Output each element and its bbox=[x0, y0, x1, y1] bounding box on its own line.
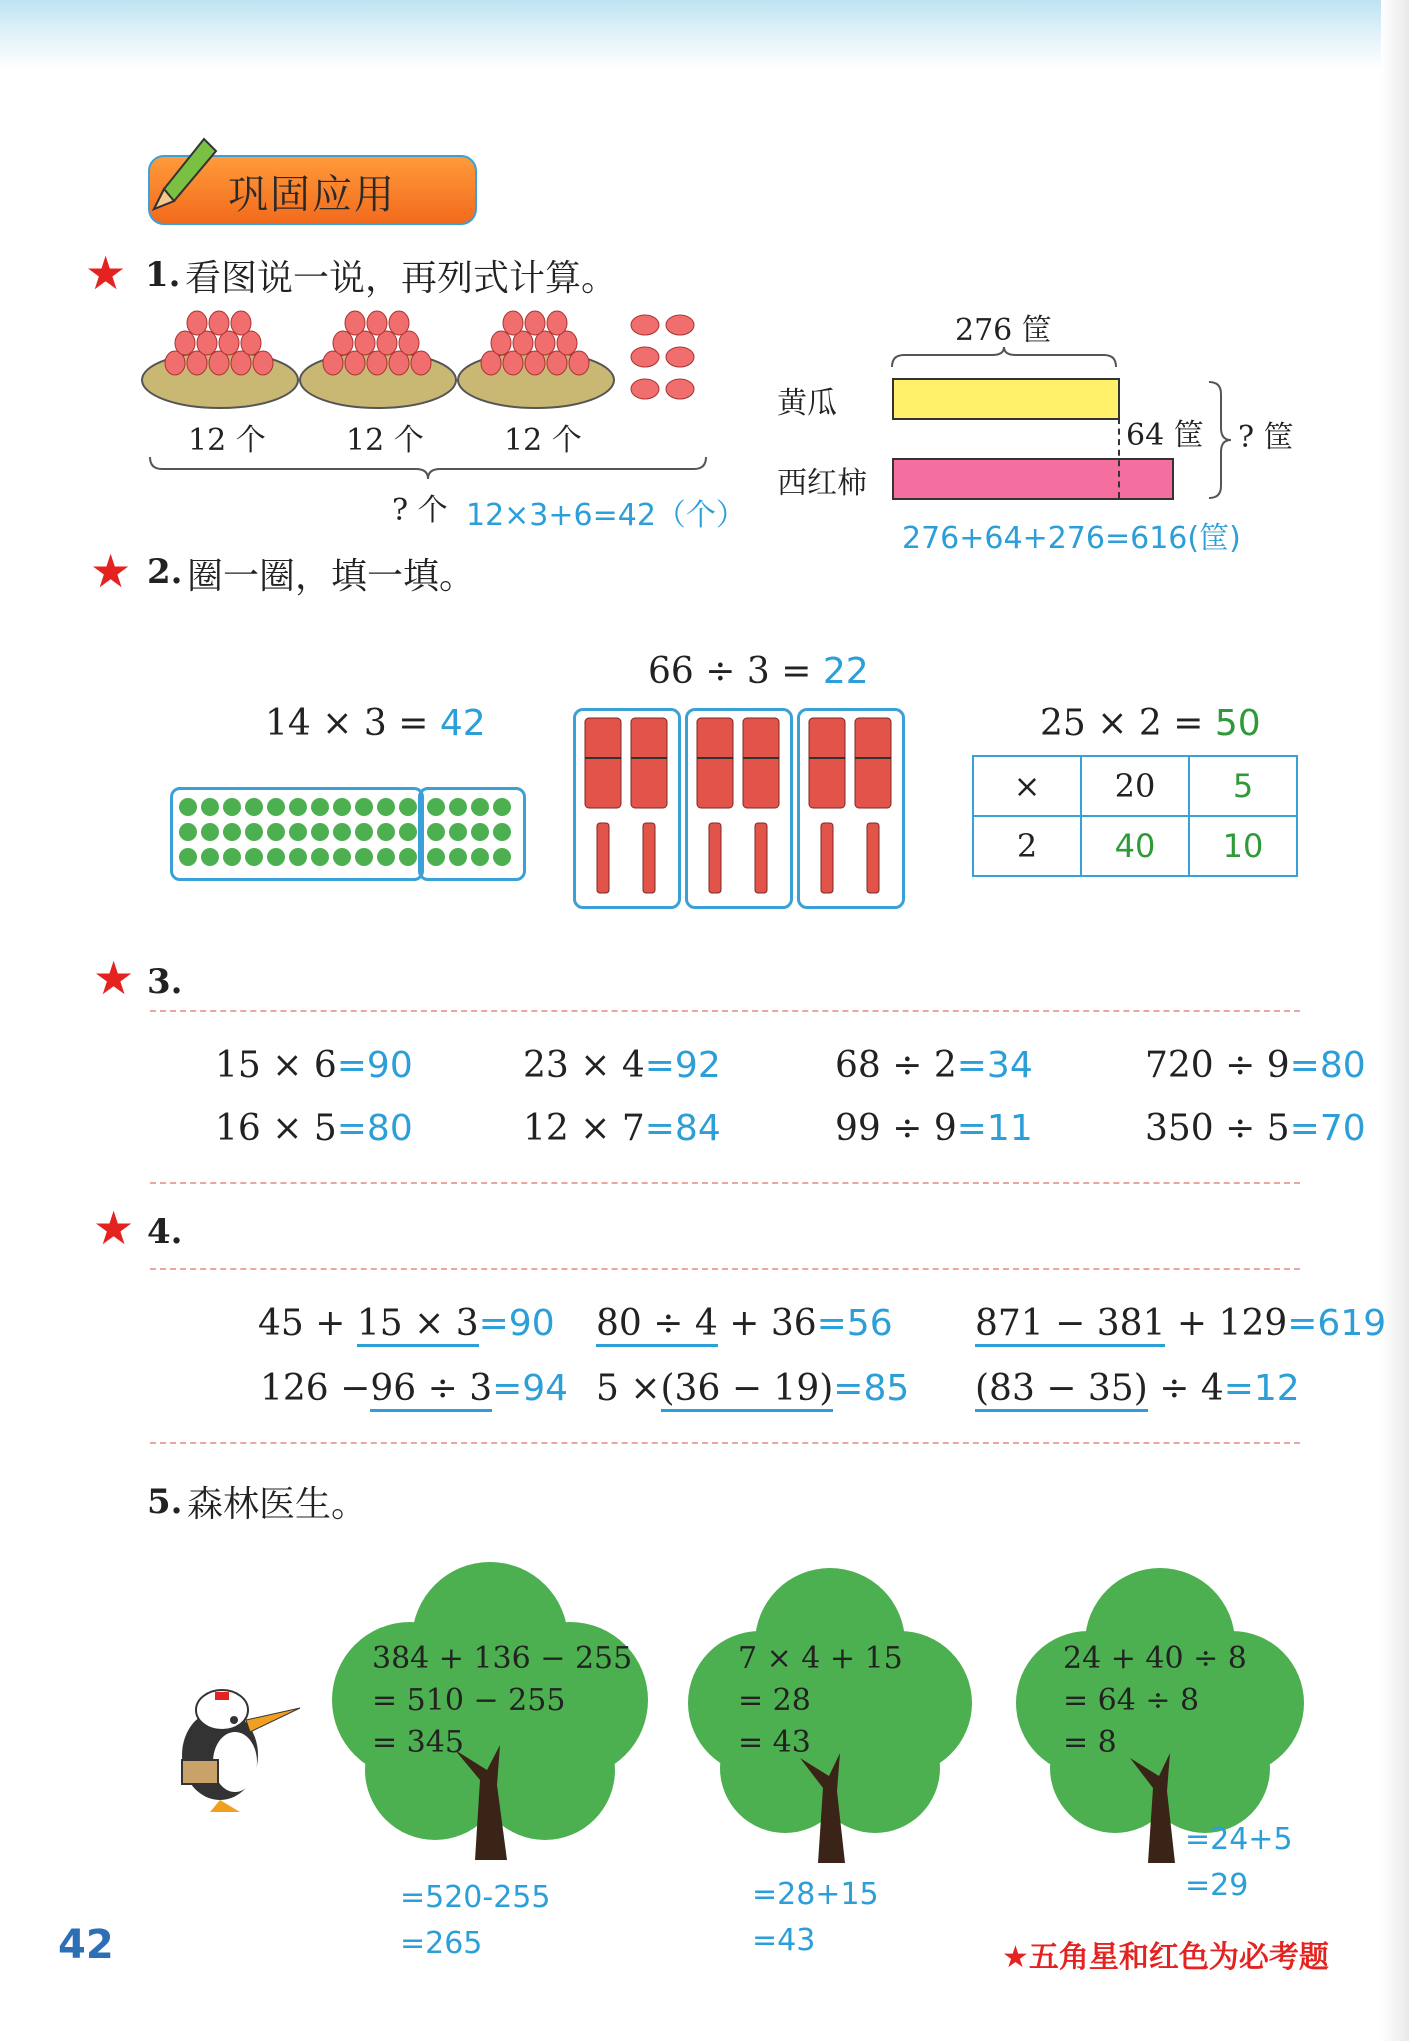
q2-eq1 bbox=[265, 703, 486, 744]
q1-question-total: ? 个 bbox=[392, 493, 448, 528]
q3-answer: =92 bbox=[644, 1045, 721, 1086]
q2-ans1: 42 bbox=[439, 703, 486, 744]
difference-label: 64 筐 bbox=[1126, 418, 1204, 453]
top-sky-band bbox=[0, 0, 1409, 70]
q2-eq2-expr: 66 ÷ 3 = bbox=[648, 651, 812, 692]
q4-answer: =619 bbox=[1287, 1303, 1387, 1344]
table-cell-1: 40 bbox=[1081, 816, 1189, 876]
q2-ans2: 22 bbox=[822, 651, 869, 692]
table-cell-2: 10 bbox=[1189, 816, 1297, 876]
q2-eq2 bbox=[648, 651, 869, 692]
q4-answer: =85 bbox=[833, 1368, 910, 1409]
footer-note: ★五角星和红色为必考题 bbox=[1002, 1940, 1329, 1975]
green-dots bbox=[170, 787, 520, 877]
stick-bundles bbox=[573, 708, 903, 903]
loose-strawberries bbox=[631, 315, 694, 399]
right-brace bbox=[1205, 380, 1235, 500]
table-header-2: 5 bbox=[1189, 756, 1297, 816]
plate-label-3: 12 个 bbox=[504, 423, 582, 458]
q4-answer: =94 bbox=[492, 1368, 569, 1409]
table-header-1: 20 bbox=[1081, 756, 1189, 816]
tree-1-fix-line-2: =265 bbox=[400, 1926, 483, 1961]
difference-marker bbox=[1118, 418, 1120, 498]
q3-expr: 16 × 5 bbox=[215, 1108, 337, 1149]
q4-underlined-step: (36 − 19) bbox=[661, 1368, 834, 1412]
q3-answer: =11 bbox=[956, 1108, 1033, 1149]
q3-answer: =80 bbox=[1289, 1045, 1366, 1086]
total-question-label: ? 筐 bbox=[1238, 420, 1294, 455]
q3-item bbox=[523, 1108, 721, 1149]
tree-3-fix-line-1: =24+5 bbox=[1185, 1822, 1293, 1857]
q3-expr: 12 × 7 bbox=[523, 1108, 645, 1149]
q4-answer: =90 bbox=[478, 1303, 555, 1344]
tree-3-text: 24 + 40 ÷ 8 = 64 ÷ 8 = 8 bbox=[1063, 1641, 1247, 1760]
bar-top-brace bbox=[890, 345, 1120, 369]
q3-answer: =34 bbox=[956, 1045, 1033, 1086]
plate-3 bbox=[458, 311, 614, 408]
q4-expr-a bbox=[258, 1303, 555, 1344]
q4-underlined-step: 871 − 381 bbox=[975, 1303, 1165, 1347]
q3-expr: 68 ÷ 2 bbox=[835, 1045, 957, 1086]
required-star-icon: ★ bbox=[93, 951, 135, 1005]
q3-item bbox=[835, 1108, 1033, 1149]
q1-answer: 12×3+6=42（个） bbox=[466, 498, 746, 533]
q3-expr: 350 ÷ 5 bbox=[1145, 1108, 1290, 1149]
plate-2 bbox=[300, 311, 456, 408]
total-brace bbox=[148, 455, 708, 481]
q4-answer: =56 bbox=[816, 1303, 893, 1344]
q4-part: ÷ 4 bbox=[1147, 1368, 1224, 1409]
q4-part: + 129 bbox=[1165, 1303, 1288, 1344]
q4-underlined-step: 15 × 3 bbox=[357, 1303, 479, 1347]
required-star-icon: ★ bbox=[85, 246, 127, 300]
q4-underlined-step: 96 ÷ 3 bbox=[370, 1368, 492, 1412]
q3-expr: 15 × 6 bbox=[215, 1045, 337, 1086]
q1-instruction: 看图说一说，再列式计算。 bbox=[185, 258, 618, 299]
q3-expr: 23 × 4 bbox=[523, 1045, 645, 1086]
q1-number: 1. bbox=[145, 255, 181, 295]
q3-item bbox=[523, 1045, 721, 1086]
q3-answer: =80 bbox=[336, 1108, 413, 1149]
q4-answer: =12 bbox=[1223, 1368, 1300, 1409]
q4-underlined-step: 80 ÷ 4 bbox=[596, 1303, 718, 1347]
row-label-cucumber: 黄瓜 bbox=[777, 386, 837, 421]
q3-answer: =90 bbox=[336, 1045, 413, 1086]
q3-expr: 99 ÷ 9 bbox=[835, 1108, 957, 1149]
plate-label-2: 12 个 bbox=[346, 423, 424, 458]
q4-expr-e bbox=[596, 1368, 909, 1409]
q3-bottom-rule bbox=[150, 1182, 1300, 1184]
q2-eq3-expr: 25 × 2 = bbox=[1040, 703, 1204, 744]
q3-answer: =84 bbox=[644, 1108, 721, 1149]
q4-expr-f bbox=[975, 1368, 1300, 1409]
q3-number: 3. bbox=[147, 962, 183, 1002]
row-label-tomato: 西红柿 bbox=[777, 466, 867, 501]
pencil-icon bbox=[144, 129, 224, 219]
tree-1-text: 384 + 136 − 255 = 510 − 255 = 345 bbox=[372, 1641, 633, 1760]
strawberry-plates bbox=[140, 305, 710, 415]
q3-top-rule bbox=[150, 1010, 1300, 1012]
q4-part: 45 + bbox=[258, 1303, 346, 1344]
q4-part: + 36 bbox=[717, 1303, 817, 1344]
q5-number: 5. bbox=[147, 1482, 183, 1522]
q2-instruction: 圈一圈，填一填。 bbox=[187, 556, 476, 597]
q4-expr-c bbox=[975, 1303, 1386, 1344]
tomato-bar bbox=[892, 458, 1174, 500]
table-row-header: 2 bbox=[973, 816, 1081, 876]
tree-2-fix-line-2: =43 bbox=[752, 1923, 816, 1958]
page-edge-shadow bbox=[1381, 0, 1409, 2041]
q4-top-rule bbox=[150, 1268, 1300, 1270]
q2-eq1-expr: 14 × 3 = bbox=[265, 703, 429, 744]
section-title: 巩固应用 bbox=[228, 172, 396, 218]
q4-underlined-step: (83 − 35) bbox=[975, 1368, 1148, 1412]
q3-item bbox=[835, 1045, 1033, 1086]
required-star-icon: ★ bbox=[93, 1201, 135, 1255]
q3-item bbox=[1145, 1045, 1366, 1086]
q4-number: 4. bbox=[147, 1212, 183, 1252]
q4-expr-d bbox=[260, 1368, 568, 1409]
tree-2-fix-line-1: =28+15 bbox=[752, 1877, 879, 1912]
tree-2-text: 7 × 4 + 15 = 28 = 43 bbox=[738, 1641, 903, 1760]
tree-1-fix-line-1: =520-255 bbox=[400, 1880, 551, 1915]
required-star-icon: ★ bbox=[90, 544, 132, 598]
table-header-op: × bbox=[973, 756, 1081, 816]
q1-answer-2: 276+64+276=616(筐) bbox=[902, 521, 1241, 556]
page-number: 42 bbox=[58, 1922, 114, 1968]
q2-eq3 bbox=[1040, 703, 1261, 744]
woodpecker-doctor-icon bbox=[160, 1680, 310, 1820]
cucumber-bar bbox=[892, 378, 1120, 420]
q3-item bbox=[215, 1108, 413, 1149]
multiplication-table bbox=[972, 755, 1298, 877]
q3-item bbox=[215, 1045, 413, 1086]
q3-expr: 720 ÷ 9 bbox=[1145, 1045, 1290, 1086]
q4-expr-b bbox=[596, 1303, 893, 1344]
q3-answer: =70 bbox=[1289, 1108, 1366, 1149]
q2-ans3: 50 bbox=[1214, 703, 1261, 744]
q3-item bbox=[1145, 1108, 1366, 1149]
q4-part: 5 × bbox=[596, 1368, 661, 1409]
q5-instruction: 森林医生。 bbox=[187, 1484, 368, 1525]
section-banner bbox=[148, 155, 477, 225]
plate-1 bbox=[142, 311, 298, 408]
q2-number: 2. bbox=[147, 552, 183, 592]
q4-bottom-rule bbox=[150, 1442, 1300, 1444]
q4-part: 126 − bbox=[260, 1368, 371, 1409]
bar-top-label: 276 筐 bbox=[955, 313, 1052, 348]
plate-label-1: 12 个 bbox=[188, 423, 266, 458]
tree-3-fix-line-2: =29 bbox=[1185, 1868, 1249, 1903]
